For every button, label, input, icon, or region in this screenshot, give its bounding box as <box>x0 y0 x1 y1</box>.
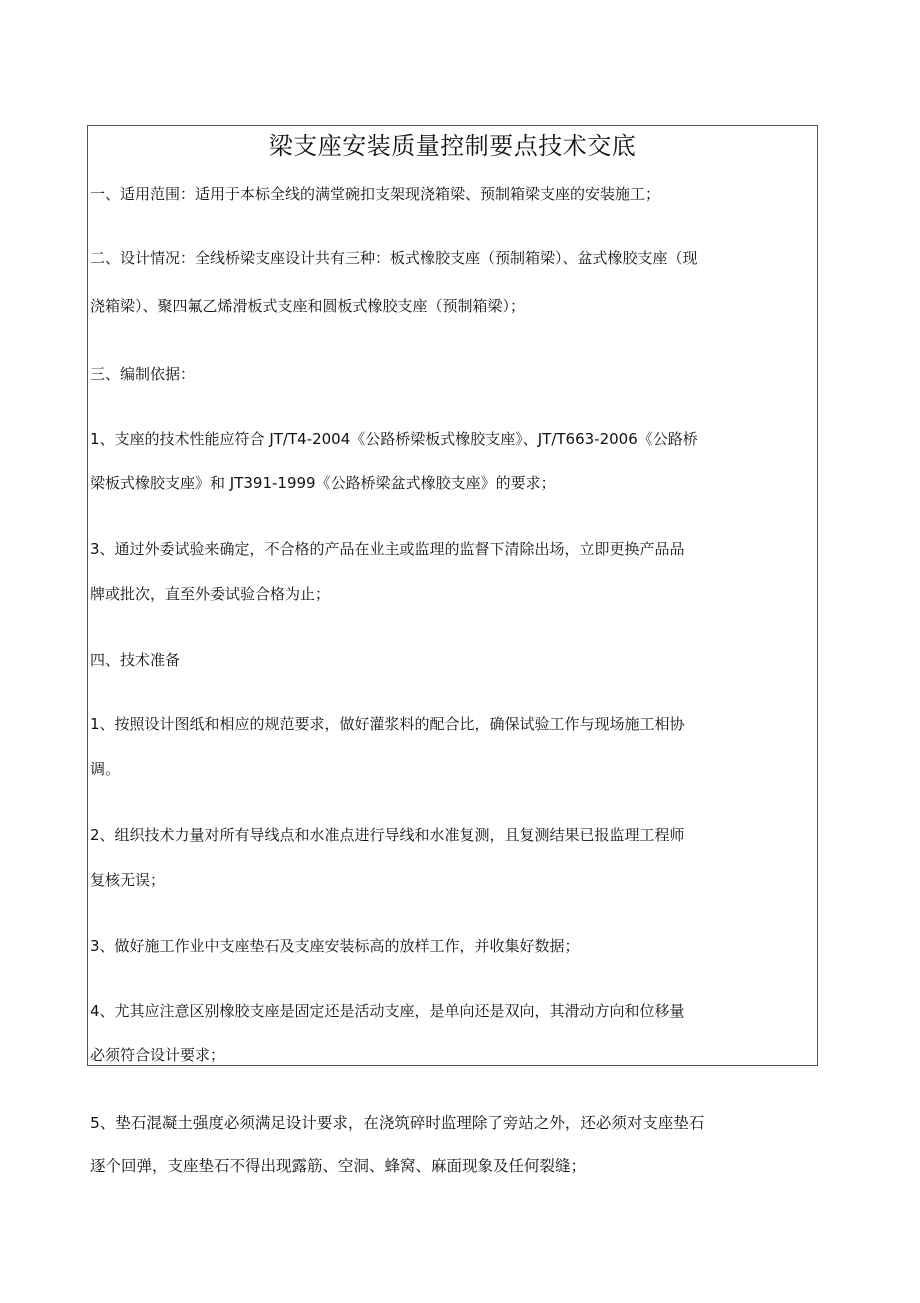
document-title: 梁支座安装质量控制要点技术交底 <box>268 132 637 160</box>
text-line: 1、按照设计图纸和相应的规范要求，做好灌浆料的配合比，确保试验工作与现场施工相协 <box>90 715 685 733</box>
text-line: 3、做好施工作业中支座垫石及支座安装标高的放样工作，并收集好数据； <box>90 937 580 955</box>
text-line: 牌或批次，直至外委试验合格为止； <box>90 585 331 603</box>
text-line: 复核无误； <box>90 871 166 889</box>
text-line: 5、垫石混凝土强度必须满足设计要求，在浇筑碎时监理除了旁站之外，还必须对支座垫石 <box>90 1114 705 1132</box>
text-line: 必须符合设计要求； <box>90 1046 226 1064</box>
text-line: 1、支座的技术性能应符合 JT/T4-2004《公路桥梁板式橡胶支座》、JT/T663-2006《公路桥 <box>90 430 698 448</box>
text-line: 二、设计情况：全线桥梁支座设计共有三种：板式橡胶支座（预制箱梁）、盆式橡胶支座（现 <box>90 249 698 267</box>
text-line: 四、技术准备 <box>90 651 181 669</box>
text-line: 逐个回弹，支座垫石不得出现露筋、空洞、蜂窝、麻面现象及任何裂缝； <box>90 1157 587 1175</box>
text-line: 2、组织技术力量对所有导线点和水准点进行导线和水准复测，且复测结果已报监理工程师 <box>90 826 685 844</box>
text-line: 调。 <box>90 760 121 778</box>
text-line: 3、通过外委试验来确定，不合格的产品在业主或监理的监督下清除出场，立即更换产品品 <box>90 540 685 558</box>
text-line: 三、编制依据： <box>90 365 196 383</box>
text-line: 梁板式橡胶支座》和 JT391-1999《公路桥梁盆式橡胶支座》的要求； <box>90 474 556 492</box>
text-line: 浇箱梁）、聚四氟乙烯滑板式支座和圆板式橡胶支座（预制箱梁）； <box>90 297 526 315</box>
text-line: 一、适用范围：适用于本标全线的满堂碗扣支架现浇箱梁、预制箱梁支座的安装施工； <box>90 185 661 203</box>
text-line: 4、尤其应注意区别橡胶支座是固定还是活动支座，是单向还是双向，其滑动方向和位移量 <box>90 1002 685 1020</box>
